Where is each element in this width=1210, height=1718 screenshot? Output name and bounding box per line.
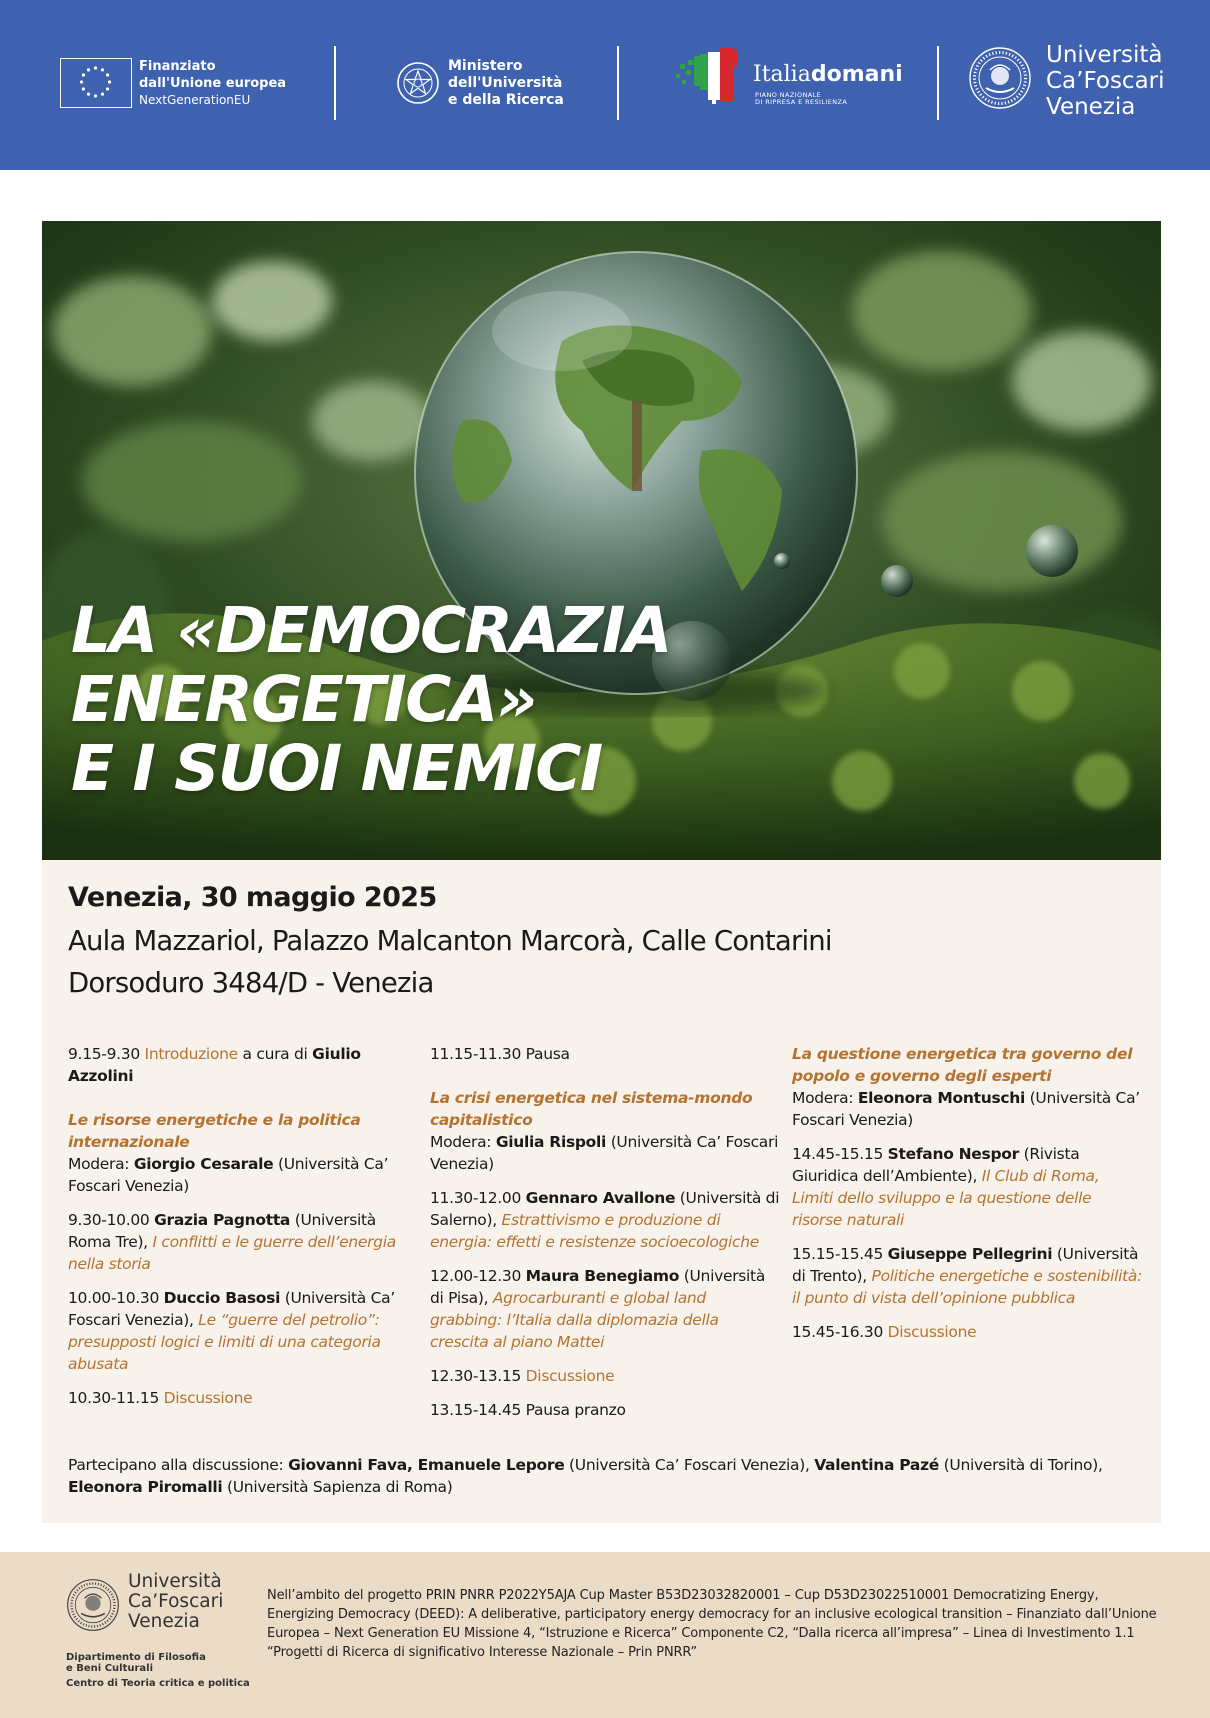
eu-logo: [60, 58, 300, 110]
event-title-line: E I SUOI NEMICI: [71, 732, 602, 805]
talk-title: Le “guerre del petrolio”: presupposti logici e limiti di una categoria abusata: [68, 1311, 381, 1373]
mur-logo: [395, 58, 595, 114]
session-title: La crisi energetica nel sistema-mondo capitalistico: [430, 1089, 753, 1129]
cafoscari-line3: Venezia: [1046, 94, 1136, 120]
cafoscari-line1: Università: [1046, 42, 1163, 68]
affiliation: (Università Sapienza di Roma): [222, 1478, 453, 1496]
italiadomani-word-light: Italia: [753, 62, 811, 87]
participant-name: Emanuele Lepore: [417, 1456, 565, 1474]
event-venue: [68, 920, 832, 1004]
logo-divider: [617, 46, 619, 120]
program-item-discussion: [792, 1321, 1142, 1343]
venue-line1: Aula Mazzariol, Palazzo Malcanton Marcorà, Calle Contarini: [68, 925, 832, 957]
program-column-1: [68, 1043, 413, 1421]
session-header: [792, 1043, 1142, 1131]
talk-title: Il Club di Roma, Limiti dello sviluppo e la questione delle risorse naturali: [792, 1167, 1100, 1229]
time: 12.30-13.15: [430, 1367, 526, 1385]
moderator-label: Modera:: [430, 1133, 496, 1151]
moderator-name: Eleonora Montuschi: [857, 1089, 1026, 1107]
footer-uni-line1: Università: [128, 1571, 222, 1592]
italian-emblem-icon: [395, 60, 441, 106]
intro-by: a cura di: [237, 1045, 313, 1063]
talk-title: Estrattivismo e produzione di energia: effetti e resistenze socioecologiche: [430, 1211, 760, 1251]
participant-name: Giovanni Fava: [288, 1456, 407, 1474]
italiadomani-word-bold: domani: [810, 62, 903, 87]
program-item-talk: [792, 1143, 1142, 1231]
program-item-intro: [68, 1043, 413, 1087]
separator: ,: [406, 1456, 418, 1474]
affiliation: (Università di Pisa),: [430, 1267, 766, 1307]
affiliation: (Università Roma Tre),: [68, 1211, 376, 1251]
discussion-label: Discussione: [887, 1323, 977, 1341]
program-item-discussion: [430, 1365, 780, 1387]
speaker-name: Giuseppe Pellegrini: [887, 1245, 1053, 1263]
program-item-talk: [68, 1287, 413, 1375]
mur-line1: Ministero: [448, 58, 523, 74]
moderator-name: Giulia Rispoli: [495, 1133, 607, 1151]
speaker-name: Duccio Basosi: [163, 1289, 281, 1307]
speaker-name: Giulio Azzolini: [68, 1045, 361, 1085]
eu-line2: dall'Unione europea: [139, 76, 287, 91]
participants-label: Partecipano alla discussione:: [68, 1456, 289, 1474]
program-item-talk: [68, 1209, 413, 1275]
speaker-name: Maura Benegiamo: [525, 1267, 680, 1285]
time: 9.30-10.00: [68, 1211, 155, 1229]
affiliation: (Università Ca’ Foscari Venezia),: [564, 1456, 815, 1474]
eu-flag-icon: [60, 58, 132, 108]
cafoscari-seal-icon: [66, 1578, 120, 1632]
speaker-name: Stefano Nespor: [887, 1145, 1019, 1163]
program-column-3: [792, 1043, 1142, 1355]
affiliation: (Università di Torino),: [939, 1456, 1103, 1474]
program-item-talk: [430, 1187, 780, 1253]
participant-name: Valentina Pazé: [814, 1456, 940, 1474]
department-logo: [66, 1572, 256, 1702]
italiadomani-sub2: DI RIPRESA E RESILIENZA: [755, 98, 848, 106]
affiliation: (Università Ca’ Foscari Venezia): [68, 1155, 389, 1195]
footer-uni-line2: Ca’Foscari: [128, 1591, 224, 1612]
affiliation: (Università Ca’ Foscari Venezia),: [68, 1289, 395, 1329]
affiliation: (Rivista Giuridica dell’Ambiente),: [792, 1145, 1080, 1185]
program-item-lunch: 13.15-14.45 Pausa pranzo: [430, 1401, 626, 1419]
speaker-name: Grazia Pagnotta: [154, 1211, 291, 1229]
affiliation: (Università di Trento),: [792, 1245, 1139, 1285]
event-title: [71, 596, 791, 803]
italiadomani-subtitle: [755, 92, 847, 106]
program-item-talk: [430, 1265, 780, 1353]
program-item-discussion: [68, 1387, 413, 1409]
time: 10.00-10.30: [68, 1289, 164, 1307]
cafoscari-logo: [968, 42, 1188, 122]
moderator-label: Modera:: [792, 1089, 858, 1107]
mur-line3: e della Ricerca: [448, 92, 564, 108]
program-item-talk: [792, 1243, 1142, 1309]
time: 14.45-15.15: [792, 1145, 888, 1163]
italiadomani-flag-icon: [676, 46, 748, 108]
project-funding-text: Nell’ambito del progetto PRIN PNRR P2022Y5AJA Cup Master B53D23032820001 – Cup D53D23022510001 Democratizing Energy, Energizing Democracy (DEED): A deliberative, participatory energy democracy for an inclusive ecological transition – Finanziato dall’Unione Europea – Next Generation EU Missione 4, “Istruzione e Ricerca” Componente C2, “Dalla ricerca all’impresa” – Linea di Investimento 1.1 “Progetti di Ricerca di significativo Interesse Nazionale – Prin PNRR”: [267, 1588, 1157, 1660]
discussion-label: Discussione: [163, 1389, 253, 1407]
affiliation: (Università Ca’ Foscari Venezia): [430, 1133, 779, 1173]
event-date: Venezia, 30 maggio 2025: [68, 882, 437, 913]
participants-line: [68, 1454, 1158, 1498]
department-name: [66, 1652, 206, 1674]
time: 12.00-12.30: [430, 1267, 526, 1285]
affiliation: (Università Ca’ Foscari Venezia): [792, 1089, 1140, 1129]
session-title: La questione energetica tra governo del popolo e governo degli esperti: [792, 1045, 1133, 1085]
italiadomani-wordmark: [753, 62, 903, 88]
time: 11.30-12.00: [430, 1189, 526, 1207]
program-item-break: 11.15-11.30 Pausa: [430, 1045, 570, 1063]
talk-title: Agrocarburanti e global land grabbing: l’Italia dalla diplomazia della crescita al piano Mattei: [430, 1289, 719, 1351]
footer: [0, 1552, 1210, 1718]
cafoscari-seal-icon: [968, 46, 1032, 110]
venue-line2: Dorsoduro 3484/D - Venezia: [68, 967, 434, 999]
hero-image: [42, 221, 1161, 860]
cafoscari-wordmark: [1046, 42, 1165, 120]
logo-divider: [334, 46, 336, 120]
cafoscari-line2: Ca’Foscari: [1046, 68, 1165, 94]
dept-line1: Dipartimento di Filosofia: [66, 1652, 206, 1663]
footer-university-name: [128, 1572, 223, 1632]
eu-line3: NextGenerationEU: [139, 93, 251, 107]
talk-title: Politiche energetiche e sostenibilità: il punto di vista dell’opinione pubblica: [792, 1267, 1143, 1307]
eu-line1: Finanziato: [139, 59, 216, 74]
program-column-2: [430, 1043, 780, 1433]
session-header: [68, 1109, 413, 1197]
moderator-label: Modera:: [68, 1155, 134, 1173]
session-header: [430, 1087, 780, 1175]
affiliation: (Università di Salerno),: [430, 1189, 780, 1229]
dept-line2: e Beni Culturali: [66, 1663, 154, 1674]
mur-logo-text: [448, 58, 564, 109]
speaker-name: Gennaro Avallone: [525, 1189, 676, 1207]
time: 15.45-16.30: [792, 1323, 888, 1341]
header-band: [0, 0, 1210, 170]
time: 9.15-9.30: [68, 1045, 145, 1063]
time: 10.30-11.15: [68, 1389, 164, 1407]
logo-divider: [937, 46, 939, 120]
program-panel: [42, 860, 1161, 1523]
event-title-line: ENERGETICA»: [71, 663, 536, 736]
moderator-name: Giorgio Cesarale: [133, 1155, 274, 1173]
discussion-label: Discussione: [525, 1367, 615, 1385]
session-title: Le risorse energetiche e la politica internazionale: [68, 1111, 361, 1151]
mur-line2: dell'Università: [448, 75, 563, 91]
participant-name: Eleonora Piromalli: [68, 1478, 223, 1496]
event-title-line: LA «DEMOCRAZIA: [71, 594, 671, 667]
footer-uni-line3: Venezia: [128, 1611, 200, 1632]
time: 15.15-15.45: [792, 1245, 888, 1263]
italiadomani-logo: [676, 46, 906, 112]
talk-title: I conflitti e le guerre dell’energia nella storia: [68, 1233, 396, 1273]
centro-name: Centro di Teoria critica e politica: [66, 1678, 250, 1689]
eu-logo-text: [139, 58, 286, 109]
intro-label: Introduzione: [144, 1045, 238, 1063]
italiadomani-sub1: PIANO NAZIONALE: [755, 91, 822, 99]
